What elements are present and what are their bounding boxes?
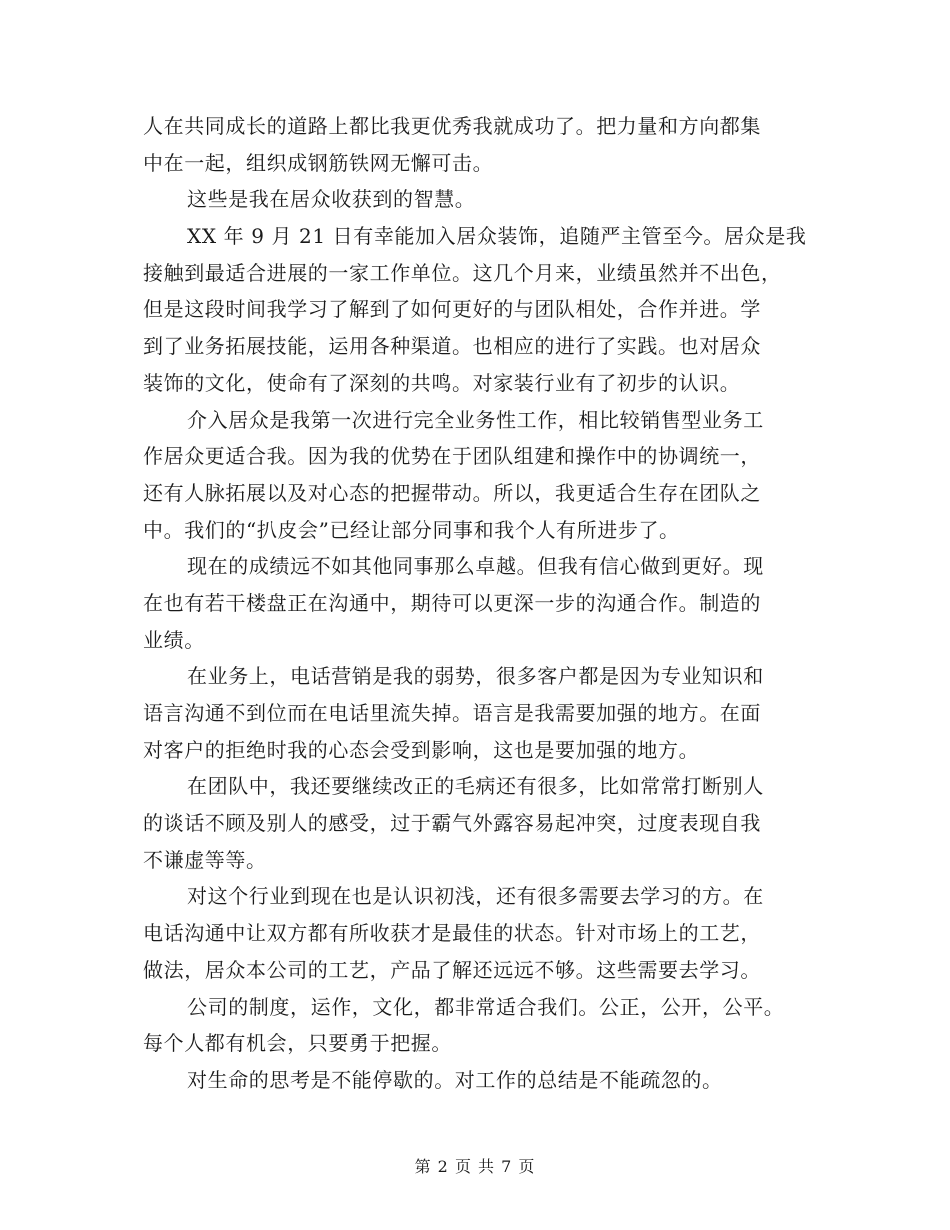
body-line: 介入居众是我第一次进行完全业务性工作，相比较销售型业务工 [187,407,764,432]
body-line: 业绩。 [143,627,205,652]
body-line: 人在共同成长的道路上都比我更优秀我就成功了。把力量和方向都集 [143,114,761,138]
body-line: 还有人脉拓展以及对心态的把握带动。所以，我更适合生存在团队之 [143,480,761,505]
body-line: 公司的制度，运作，文化，都非常适合我们。公正，公开，公平。 [187,994,785,1019]
body-line: 这些是我在居众收获到的智慧。 [187,187,476,212]
body-line: 的谈话不顾及别人的感受，过于霸气外露容易起冲突，过度表现自我 [143,811,761,836]
document-body [143,108,808,1099]
body-line: 对生命的思考是不能停歇的。对工作的总结是不能疏忽的。 [187,1067,723,1092]
body-line: 电话沟通中让双方都有所收获才是最佳的状态。针对市场上的工艺， [143,921,761,946]
body-line: 中在一起，组织成钢筋铁网无懈可击。 [143,150,494,175]
body-line: 现在的成绩远不如其他同事那么卓越。但我有信心做到更好。现 [187,554,764,579]
body-line: 不谦虚等等。 [143,847,267,872]
body-line: 装饰的文化，使命有了深刻的共鸣。对家装行业有了初步的认识。 [143,370,741,395]
body-line: XX 年 9 月 21 日有幸能加入居众装饰，追随严主管至今。居众是我 [187,224,807,249]
body-line: 但是这段时间我学习了解到了如何更好的与团队相处，合作并进。学 [143,297,761,322]
body-line: 每个人都有机会，只要勇于把握。 [143,1031,452,1056]
body-line: 在团队中，我还要继续改正的毛病还有很多，比如常常打断别人 [187,774,764,799]
body-line: 在也有若干楼盘正在沟通中，期待可以更深一步的沟通合作。制造的 [143,590,761,615]
body-line: 对这个行业到现在也是认识初浅，还有很多需要去学习的方。在 [187,884,764,909]
body-line: 做法，居众本公司的工艺，产品了解还远远不够。这些需要去学习。 [143,957,761,982]
page-number-footer: 第 2 页 共 7 页 [414,1157,536,1176]
body-line: 在业务上，电话营销是我的弱势，很多客户都是因为专业知识和 [187,664,764,689]
body-line: 到了业务拓展技能，运用各种渠道。也相应的进行了实践。也对居众 [143,334,761,359]
body-line: 中。我们的“扒皮会”已经让部分同事和我个人有所进步了。 [143,517,680,542]
body-line: 对客户的拒绝时我的心态会受到影响，这也是要加强的地方。 [143,737,700,762]
body-line: 接触到最适合进展的一家工作单位。这几个月来，业绩虽然并不出色， [143,260,782,285]
body-line: 作居众更适合我。因为我的优势在于团队组建和操作中的协调统一， [143,444,761,469]
body-line: 语言沟通不到位而在电话里流失掉。语言是我需要加强的地方。在面 [143,701,761,725]
